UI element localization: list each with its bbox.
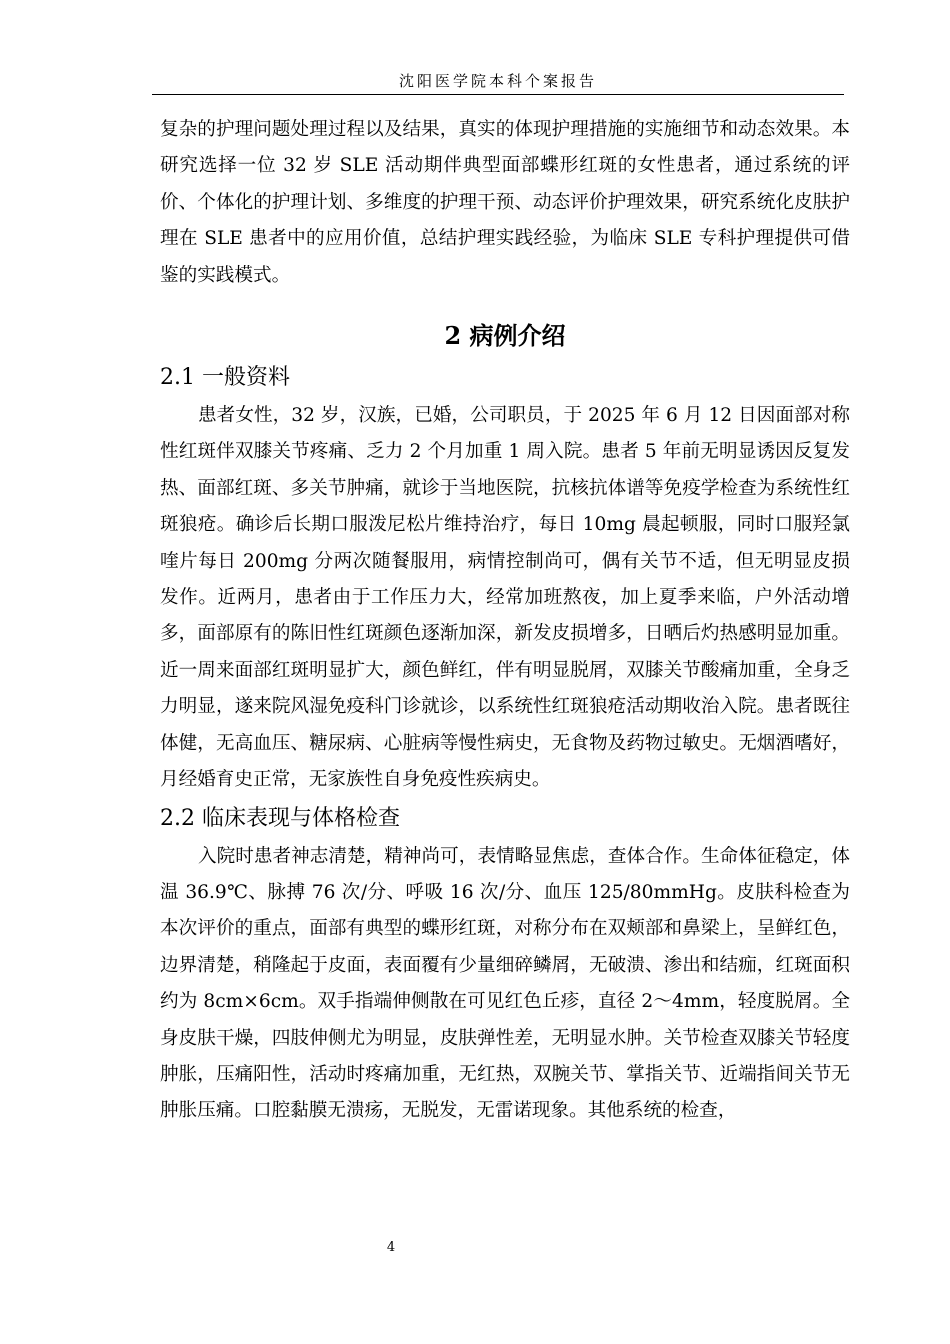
header-title: 沈阳医学院本科个案报告 [398,72,597,90]
intro-paragraph: 复杂的护理问题处理过程以及结果，真实的体现护理措施的实施细节和动态效果。本研究选择一位 32 岁 SLE 活动期伴典型面部蝶形红斑的女性患者，通过系统的评价、个体化的护理计划、多维度的护理干预、动态评价护理效果，研究系统化皮肤护理在 SLE 患者中的应用价值，总结护理实践经验，为临床 SLE 专科护理提供可借鉴的实践模式。 [160,119,850,286]
page-body [160,112,850,1130]
page-header [152,68,844,95]
chapter-heading: 2 病例介绍 [444,321,566,351]
page-number: 4 [386,1240,396,1255]
section-heading-general: 2.1 一般资料 [160,365,290,391]
section-heading-clinical: 2.2 临床表现与体格检查 [160,805,400,831]
clinical-paragraph: 入院时患者神志清楚，精神尚可，表情略显焦虑，查体合作。生命体征稳定，体温 36.9℃、脉搏 76 次/分、呼吸 16 次/分、血压 125/80mmHg。皮肤科检查为本次评价的重点，面部有典型的蝶形红斑，对称分布在双颊部和鼻梁上，呈鲜红色，边界清楚，稍隆起于皮面，表面覆有少量细碎鳞屑，无破溃、渗出和结痂，红斑面积约为 8cm×6cm。双手指端伸侧散在可见红色丘疹，直径 2～4mm，轻度脱屑。全身皮肤干燥，四肢伸侧尤为明显，皮肤弹性差，无明显水肿。关节检查双膝关节轻度肿胀，压痛阳性，活动时疼痛加重，无红热，双腕关节、掌指关节、近端指间关节无肿胀压痛。口腔黏膜无溃疡，无脱发，无雷诺现象。其他系统的检查， [160,845,850,1122]
general-info-paragraph: 患者女性，32 岁，汉族，已婚，公司职员，于 2025 年 6 月 12 日因面部对称性红斑伴双膝关节疼痛、乏力 2 个月加重 1 周入院。患者 5 年前无明显诱因反复发热、面部红斑、多关节肿痛，就诊于当地医院，抗核抗体谱等免疫学检查为系统性红斑狼疮。确诊后长期口服泼尼松片维持治疗，每日 10mg 晨起顿服，同时口服羟氯喹片每日 200mg 分两次随餐服用，病情控制尚可，偶有关节不适，但无明显皮损发作。近两月，患者由于工作压力大，经常加班熬夜，加上夏季来临，户外活动增多，面部原有的陈旧性红斑颜色逐渐加深，新发皮损增多，日晒后灼热感明显加重。近一周来面部红斑明显扩大，颜色鲜红，伴有明显脱屑，双膝关节酸痛加重，全身乏力明显，遂来院风湿免疫科门诊就诊，以系统性红斑狼疮活动期收治入院。患者既往体健，无高血压、糖尿病、心脏病等慢性病史，无食物及药物过敏史。无烟酒嗜好，月经婚育史正常，无家族性自身免疫性疾病史。 [160,405,850,791]
